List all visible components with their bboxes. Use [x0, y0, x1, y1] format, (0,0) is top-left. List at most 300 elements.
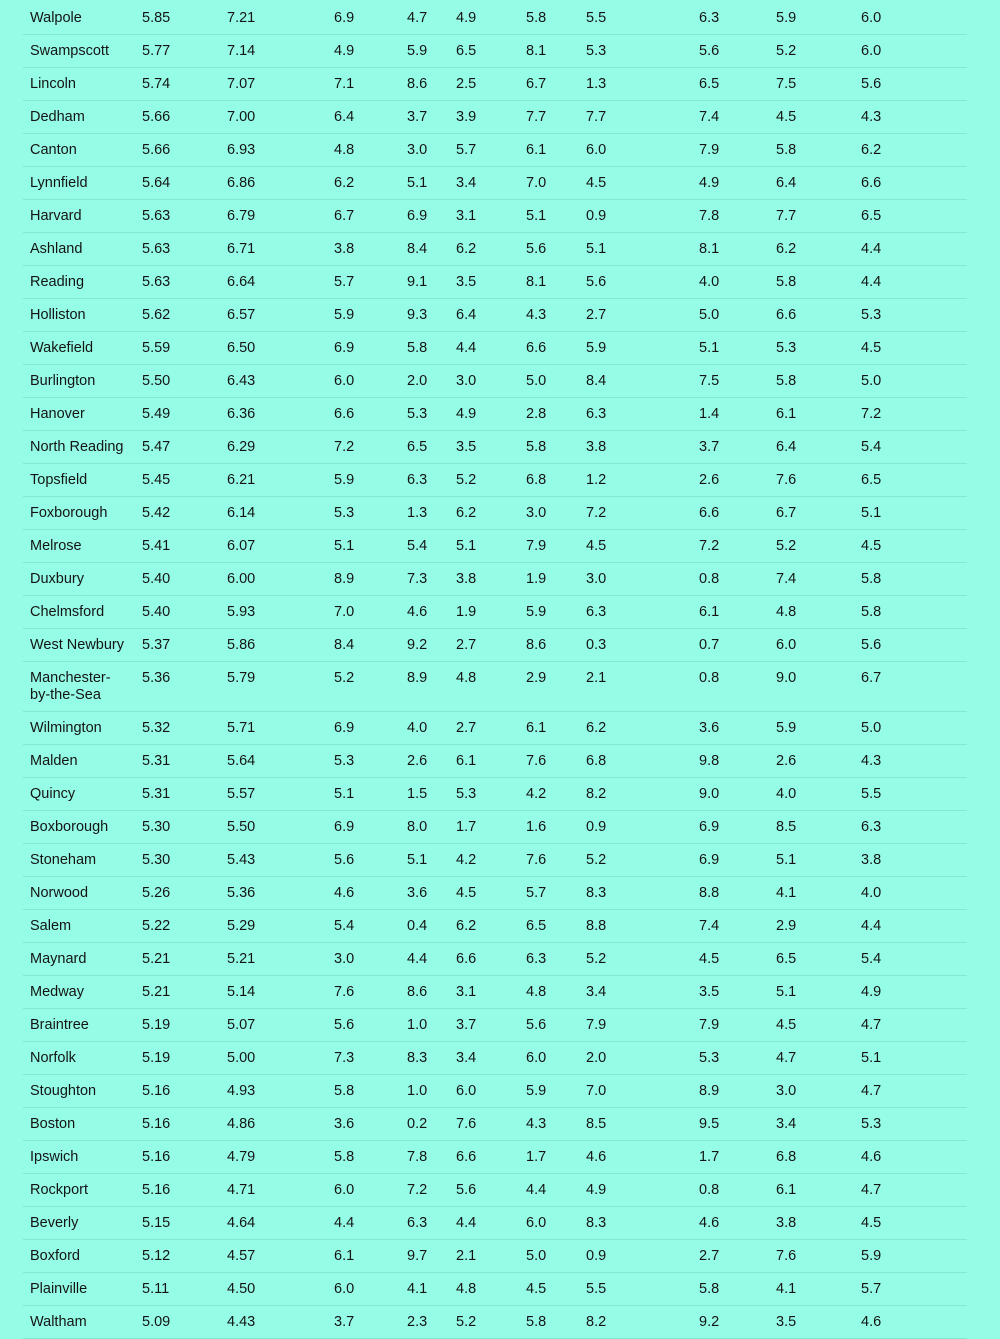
- score-cell-col-9: 6.6: [776, 299, 861, 332]
- score-cell-col-7: 6.2: [586, 712, 699, 745]
- score-cell-col-7: 5.3: [586, 35, 699, 68]
- score-cell-col-7: 5.9: [586, 332, 699, 365]
- score-cell-col-1: 5.16: [142, 1141, 227, 1174]
- table-row: [23, 629, 967, 662]
- score-cell-col-2: 6.36: [227, 398, 334, 431]
- score-cell-col-3: 6.0: [334, 1273, 407, 1306]
- score-cell-col-9: 9.0: [776, 662, 861, 712]
- table-row: [23, 68, 967, 101]
- score-cell-col-10: 6.0: [861, 2, 967, 35]
- score-cell-col-6: 5.1: [526, 200, 586, 233]
- score-cell-col-6: 5.7: [526, 877, 586, 910]
- town-name-cell: Waltham: [23, 1306, 142, 1339]
- score-cell-col-10: 4.6: [861, 1306, 967, 1339]
- town-name-cell: Norfolk: [23, 1042, 142, 1075]
- score-cell-col-7: 7.0: [586, 1075, 699, 1108]
- score-cell-col-1: 5.50: [142, 365, 227, 398]
- score-cell-col-6: 5.0: [526, 365, 586, 398]
- table-row: [23, 35, 967, 68]
- score-cell-col-2: 5.36: [227, 877, 334, 910]
- score-cell-col-7: 4.6: [586, 1141, 699, 1174]
- score-cell-col-10: 4.6: [861, 1141, 967, 1174]
- score-cell-col-6: 5.8: [526, 431, 586, 464]
- score-cell-col-10: 5.6: [861, 629, 967, 662]
- score-cell-col-1: 5.16: [142, 1108, 227, 1141]
- score-cell-col-4: 1.0: [407, 1075, 456, 1108]
- score-cell-col-4: 8.4: [407, 233, 456, 266]
- score-cell-col-1: 5.37: [142, 629, 227, 662]
- score-cell-col-4: 9.1: [407, 266, 456, 299]
- table-row: [23, 332, 967, 365]
- score-cell-col-1: 5.66: [142, 134, 227, 167]
- score-cell-col-6: 2.8: [526, 398, 586, 431]
- score-cell-col-4: 6.3: [407, 464, 456, 497]
- score-cell-col-2: 5.71: [227, 712, 334, 745]
- score-cell-col-1: 5.32: [142, 712, 227, 745]
- table-row: [23, 596, 967, 629]
- table-row: [23, 877, 967, 910]
- score-cell-col-8: 7.4: [699, 910, 776, 943]
- score-cell-col-9: 6.1: [776, 1174, 861, 1207]
- town-name-cell: North Reading: [23, 431, 142, 464]
- score-cell-col-9: 3.8: [776, 1207, 861, 1240]
- score-cell-col-2: 4.93: [227, 1075, 334, 1108]
- score-cell-col-7: 0.9: [586, 1240, 699, 1273]
- score-cell-col-4: 8.6: [407, 68, 456, 101]
- score-cell-col-4: 4.6: [407, 596, 456, 629]
- score-cell-col-3: 4.4: [334, 1207, 407, 1240]
- score-cell-col-10: 4.4: [861, 266, 967, 299]
- score-cell-col-9: 5.8: [776, 266, 861, 299]
- score-cell-col-6: 7.0: [526, 167, 586, 200]
- score-cell-col-9: 5.2: [776, 35, 861, 68]
- score-cell-col-10: 3.8: [861, 844, 967, 877]
- score-cell-col-7: 4.5: [586, 530, 699, 563]
- score-cell-col-1: 5.62: [142, 299, 227, 332]
- score-cell-col-2: 6.50: [227, 332, 334, 365]
- table-row: [23, 1009, 967, 1042]
- score-cell-col-9: 5.1: [776, 976, 861, 1009]
- score-cell-col-1: 5.42: [142, 497, 227, 530]
- score-cell-col-1: 5.26: [142, 877, 227, 910]
- town-name-cell: Norwood: [23, 877, 142, 910]
- score-cell-col-6: 1.7: [526, 1141, 586, 1174]
- score-cell-col-7: 3.4: [586, 976, 699, 1009]
- score-cell-col-4: 6.9: [407, 200, 456, 233]
- score-cell-col-8: 6.3: [699, 2, 776, 35]
- table-row: [23, 976, 967, 1009]
- town-rankings-table: [23, 2, 967, 1339]
- score-cell-col-3: 5.9: [334, 464, 407, 497]
- score-cell-col-6: 6.1: [526, 712, 586, 745]
- score-cell-col-3: 6.9: [334, 712, 407, 745]
- score-cell-col-10: 5.3: [861, 1108, 967, 1141]
- score-cell-col-8: 2.6: [699, 464, 776, 497]
- score-cell-col-6: 5.9: [526, 596, 586, 629]
- score-cell-col-4: 0.4: [407, 910, 456, 943]
- score-cell-col-9: 6.0: [776, 629, 861, 662]
- score-cell-col-6: 8.1: [526, 266, 586, 299]
- score-cell-col-4: 3.6: [407, 877, 456, 910]
- score-cell-col-2: 6.07: [227, 530, 334, 563]
- score-cell-col-9: 3.5: [776, 1306, 861, 1339]
- score-cell-col-1: 5.21: [142, 976, 227, 1009]
- score-cell-col-6: 2.9: [526, 662, 586, 712]
- town-name-cell: Boxborough: [23, 811, 142, 844]
- score-cell-col-8: 2.7: [699, 1240, 776, 1273]
- score-cell-col-3: 5.6: [334, 844, 407, 877]
- score-cell-col-9: 6.5: [776, 943, 861, 976]
- score-cell-col-6: 6.3: [526, 943, 586, 976]
- score-cell-col-9: 6.8: [776, 1141, 861, 1174]
- score-cell-col-4: 1.3: [407, 497, 456, 530]
- table-row: [23, 530, 967, 563]
- score-cell-col-2: 7.00: [227, 101, 334, 134]
- town-name-cell: Medway: [23, 976, 142, 1009]
- score-cell-col-10: 5.0: [861, 712, 967, 745]
- score-cell-col-1: 5.12: [142, 1240, 227, 1273]
- score-cell-col-10: 4.3: [861, 101, 967, 134]
- score-cell-col-5: 6.5: [456, 35, 526, 68]
- score-cell-col-1: 5.74: [142, 68, 227, 101]
- score-cell-col-6: 6.8: [526, 464, 586, 497]
- score-cell-col-9: 5.3: [776, 332, 861, 365]
- table-row: [23, 1075, 967, 1108]
- score-cell-col-9: 5.9: [776, 2, 861, 35]
- score-cell-col-10: 5.8: [861, 596, 967, 629]
- score-cell-col-8: 7.5: [699, 365, 776, 398]
- score-cell-col-9: 3.0: [776, 1075, 861, 1108]
- score-cell-col-4: 8.3: [407, 1042, 456, 1075]
- score-cell-col-5: 3.9: [456, 101, 526, 134]
- table-row: [23, 1042, 967, 1075]
- score-cell-col-2: 5.43: [227, 844, 334, 877]
- score-cell-col-3: 5.6: [334, 1009, 407, 1042]
- score-cell-col-1: 5.77: [142, 35, 227, 68]
- town-name-cell: Melrose: [23, 530, 142, 563]
- town-name-cell: Stoughton: [23, 1075, 142, 1108]
- score-cell-col-1: 5.64: [142, 167, 227, 200]
- score-cell-col-8: 5.8: [699, 1273, 776, 1306]
- town-name-cell: Beverly: [23, 1207, 142, 1240]
- score-cell-col-4: 9.3: [407, 299, 456, 332]
- score-cell-col-2: 5.21: [227, 943, 334, 976]
- score-cell-col-6: 7.9: [526, 530, 586, 563]
- score-cell-col-9: 5.2: [776, 530, 861, 563]
- score-cell-col-4: 5.8: [407, 332, 456, 365]
- score-cell-col-9: 4.1: [776, 1273, 861, 1306]
- score-cell-col-2: 6.00: [227, 563, 334, 596]
- score-cell-col-10: 6.7: [861, 662, 967, 712]
- score-cell-col-7: 6.0: [586, 134, 699, 167]
- score-cell-col-7: 5.6: [586, 266, 699, 299]
- score-cell-col-5: 4.4: [456, 332, 526, 365]
- town-name-cell: Walpole: [23, 2, 142, 35]
- score-cell-col-9: 7.4: [776, 563, 861, 596]
- score-cell-col-6: 3.0: [526, 497, 586, 530]
- town-name-cell: Swampscott: [23, 35, 142, 68]
- score-cell-col-1: 5.15: [142, 1207, 227, 1240]
- score-cell-col-6: 6.5: [526, 910, 586, 943]
- score-cell-col-6: 1.9: [526, 563, 586, 596]
- table-row: [23, 1141, 967, 1174]
- score-cell-col-4: 7.2: [407, 1174, 456, 1207]
- table-row: [23, 431, 967, 464]
- score-cell-col-7: 7.2: [586, 497, 699, 530]
- score-cell-col-2: 5.86: [227, 629, 334, 662]
- table-row: [23, 910, 967, 943]
- town-name-cell: Topsfield: [23, 464, 142, 497]
- score-cell-col-6: 4.4: [526, 1174, 586, 1207]
- score-cell-col-3: 5.1: [334, 778, 407, 811]
- town-name-cell: Lynnfield: [23, 167, 142, 200]
- score-cell-col-8: 5.0: [699, 299, 776, 332]
- score-cell-col-2: 5.93: [227, 596, 334, 629]
- town-name-cell: Salem: [23, 910, 142, 943]
- score-cell-col-3: 6.4: [334, 101, 407, 134]
- score-cell-col-6: 5.6: [526, 1009, 586, 1042]
- score-cell-col-4: 6.5: [407, 431, 456, 464]
- score-cell-col-6: 7.7: [526, 101, 586, 134]
- score-cell-col-8: 3.5: [699, 976, 776, 1009]
- score-cell-col-1: 5.49: [142, 398, 227, 431]
- score-cell-col-2: 6.57: [227, 299, 334, 332]
- score-cell-col-10: 4.5: [861, 530, 967, 563]
- town-name-cell: Quincy: [23, 778, 142, 811]
- score-cell-col-10: 4.5: [861, 332, 967, 365]
- score-cell-col-5: 5.2: [456, 1306, 526, 1339]
- score-cell-col-8: 6.6: [699, 497, 776, 530]
- score-cell-col-10: 5.8: [861, 563, 967, 596]
- town-name-cell: Boxford: [23, 1240, 142, 1273]
- score-cell-col-3: 7.6: [334, 976, 407, 1009]
- table-row: [23, 1207, 967, 1240]
- town-name-cell: Plainville: [23, 1273, 142, 1306]
- score-cell-col-7: 1.2: [586, 464, 699, 497]
- score-cell-col-4: 9.7: [407, 1240, 456, 1273]
- score-cell-col-5: 1.9: [456, 596, 526, 629]
- score-cell-col-7: 8.4: [586, 365, 699, 398]
- score-cell-col-9: 6.2: [776, 233, 861, 266]
- score-cell-col-10: 6.3: [861, 811, 967, 844]
- score-cell-col-1: 5.31: [142, 778, 227, 811]
- score-cell-col-5: 6.1: [456, 745, 526, 778]
- score-cell-col-6: 4.5: [526, 1273, 586, 1306]
- score-cell-col-2: 4.57: [227, 1240, 334, 1273]
- score-cell-col-8: 6.5: [699, 68, 776, 101]
- score-cell-col-10: 5.6: [861, 68, 967, 101]
- score-cell-col-9: 6.4: [776, 431, 861, 464]
- town-name-cell: Canton: [23, 134, 142, 167]
- score-cell-col-5: 3.0: [456, 365, 526, 398]
- score-cell-col-8: 9.5: [699, 1108, 776, 1141]
- score-cell-col-3: 5.8: [334, 1075, 407, 1108]
- score-cell-col-2: 5.00: [227, 1042, 334, 1075]
- score-cell-col-8: 1.4: [699, 398, 776, 431]
- score-cell-col-2: 6.14: [227, 497, 334, 530]
- score-cell-col-10: 6.5: [861, 464, 967, 497]
- score-cell-col-2: 6.86: [227, 167, 334, 200]
- score-cell-col-5: 4.8: [456, 662, 526, 712]
- score-cell-col-10: 6.6: [861, 167, 967, 200]
- score-cell-col-5: 6.0: [456, 1075, 526, 1108]
- score-cell-col-5: 6.6: [456, 1141, 526, 1174]
- score-cell-col-9: 4.1: [776, 877, 861, 910]
- score-cell-col-3: 5.3: [334, 745, 407, 778]
- score-cell-col-6: 8.6: [526, 629, 586, 662]
- score-cell-col-7: 1.3: [586, 68, 699, 101]
- score-cell-col-5: 3.5: [456, 266, 526, 299]
- score-cell-col-4: 4.0: [407, 712, 456, 745]
- score-cell-col-10: 5.5: [861, 778, 967, 811]
- score-cell-col-8: 0.8: [699, 563, 776, 596]
- score-cell-col-9: 5.1: [776, 844, 861, 877]
- score-cell-col-3: 3.0: [334, 943, 407, 976]
- score-cell-col-7: 5.5: [586, 1273, 699, 1306]
- score-cell-col-3: 8.9: [334, 563, 407, 596]
- score-cell-col-2: 5.07: [227, 1009, 334, 1042]
- score-cell-col-5: 2.7: [456, 629, 526, 662]
- score-cell-col-7: 8.8: [586, 910, 699, 943]
- score-cell-col-1: 5.59: [142, 332, 227, 365]
- score-cell-col-5: 3.1: [456, 976, 526, 1009]
- score-cell-col-9: 8.5: [776, 811, 861, 844]
- score-cell-col-3: 5.9: [334, 299, 407, 332]
- score-cell-col-4: 2.3: [407, 1306, 456, 1339]
- score-cell-col-3: 5.4: [334, 910, 407, 943]
- score-cell-col-6: 7.6: [526, 844, 586, 877]
- score-cell-col-2: 6.43: [227, 365, 334, 398]
- score-cell-col-5: 5.1: [456, 530, 526, 563]
- score-cell-col-1: 5.30: [142, 844, 227, 877]
- score-cell-col-10: 4.7: [861, 1009, 967, 1042]
- town-name-cell: Boston: [23, 1108, 142, 1141]
- score-cell-col-8: 9.0: [699, 778, 776, 811]
- score-cell-col-8: 3.6: [699, 712, 776, 745]
- score-cell-col-5: 4.2: [456, 844, 526, 877]
- table-row: [23, 398, 967, 431]
- score-cell-col-3: 3.6: [334, 1108, 407, 1141]
- score-cell-col-7: 5.1: [586, 233, 699, 266]
- score-cell-col-8: 7.9: [699, 1009, 776, 1042]
- score-cell-col-9: 5.8: [776, 365, 861, 398]
- score-cell-col-10: 6.0: [861, 35, 967, 68]
- score-cell-col-7: 4.9: [586, 1174, 699, 1207]
- score-cell-col-4: 3.0: [407, 134, 456, 167]
- score-cell-col-9: 5.8: [776, 134, 861, 167]
- score-cell-col-8: 4.5: [699, 943, 776, 976]
- score-cell-col-6: 5.8: [526, 1306, 586, 1339]
- table-row: [23, 1273, 967, 1306]
- table-row: [23, 233, 967, 266]
- score-cell-col-6: 1.6: [526, 811, 586, 844]
- score-cell-col-4: 1.5: [407, 778, 456, 811]
- score-cell-col-9: 4.0: [776, 778, 861, 811]
- score-cell-col-2: 5.50: [227, 811, 334, 844]
- score-cell-col-8: 5.3: [699, 1042, 776, 1075]
- score-cell-col-1: 5.45: [142, 464, 227, 497]
- score-cell-col-3: 3.7: [334, 1306, 407, 1339]
- score-cell-col-4: 6.3: [407, 1207, 456, 1240]
- score-cell-col-2: 7.07: [227, 68, 334, 101]
- score-cell-col-4: 7.3: [407, 563, 456, 596]
- score-cell-col-2: 6.79: [227, 200, 334, 233]
- table-row: [23, 1174, 967, 1207]
- town-name-cell: Wilmington: [23, 712, 142, 745]
- score-cell-col-4: 8.0: [407, 811, 456, 844]
- score-cell-col-2: 6.93: [227, 134, 334, 167]
- score-cell-col-10: 5.0: [861, 365, 967, 398]
- score-cell-col-5: 4.9: [456, 398, 526, 431]
- score-cell-col-2: 6.21: [227, 464, 334, 497]
- town-name-cell: Holliston: [23, 299, 142, 332]
- score-cell-col-1: 5.66: [142, 101, 227, 134]
- score-cell-col-5: 7.6: [456, 1108, 526, 1141]
- score-cell-col-5: 2.7: [456, 712, 526, 745]
- score-cell-col-8: 3.7: [699, 431, 776, 464]
- score-cell-col-3: 4.8: [334, 134, 407, 167]
- score-cell-col-5: 3.4: [456, 1042, 526, 1075]
- score-cell-col-7: 8.3: [586, 1207, 699, 1240]
- score-cell-col-8: 7.4: [699, 101, 776, 134]
- score-cell-col-1: 5.47: [142, 431, 227, 464]
- score-cell-col-10: 7.2: [861, 398, 967, 431]
- table-row: [23, 778, 967, 811]
- score-cell-col-2: 7.14: [227, 35, 334, 68]
- score-cell-col-10: 5.4: [861, 431, 967, 464]
- score-cell-col-1: 5.40: [142, 596, 227, 629]
- score-cell-col-1: 5.21: [142, 943, 227, 976]
- score-cell-col-1: 5.30: [142, 811, 227, 844]
- score-cell-col-2: 4.86: [227, 1108, 334, 1141]
- score-cell-col-3: 7.3: [334, 1042, 407, 1075]
- score-cell-col-6: 8.1: [526, 35, 586, 68]
- table-row: [23, 167, 967, 200]
- score-cell-col-6: 4.8: [526, 976, 586, 1009]
- table-row: [23, 811, 967, 844]
- score-cell-col-3: 8.4: [334, 629, 407, 662]
- score-cell-col-8: 4.9: [699, 167, 776, 200]
- table-row: [23, 745, 967, 778]
- town-name-cell: Duxbury: [23, 563, 142, 596]
- table-row: [23, 1306, 967, 1339]
- score-cell-col-6: 4.2: [526, 778, 586, 811]
- score-cell-col-4: 1.0: [407, 1009, 456, 1042]
- score-cell-col-9: 4.7: [776, 1042, 861, 1075]
- table-row: [23, 943, 967, 976]
- score-cell-col-8: 0.8: [699, 662, 776, 712]
- score-cell-col-8: 7.9: [699, 134, 776, 167]
- score-cell-col-3: 4.9: [334, 35, 407, 68]
- town-name-cell: Rockport: [23, 1174, 142, 1207]
- score-cell-col-10: 4.4: [861, 233, 967, 266]
- town-name-cell: Ashland: [23, 233, 142, 266]
- score-cell-col-1: 5.85: [142, 2, 227, 35]
- score-cell-col-7: 6.3: [586, 398, 699, 431]
- score-cell-col-4: 8.9: [407, 662, 456, 712]
- town-name-cell: Manchester- by-the-Sea: [23, 662, 142, 712]
- score-cell-col-9: 6.4: [776, 167, 861, 200]
- score-cell-col-7: 7.7: [586, 101, 699, 134]
- town-name-cell: West Newbury: [23, 629, 142, 662]
- score-cell-col-5: 4.8: [456, 1273, 526, 1306]
- score-cell-col-5: 6.2: [456, 910, 526, 943]
- score-cell-col-6: 6.7: [526, 68, 586, 101]
- table-row: [23, 101, 967, 134]
- score-cell-col-1: 5.11: [142, 1273, 227, 1306]
- score-cell-col-10: 5.7: [861, 1273, 967, 1306]
- score-cell-col-7: 8.5: [586, 1108, 699, 1141]
